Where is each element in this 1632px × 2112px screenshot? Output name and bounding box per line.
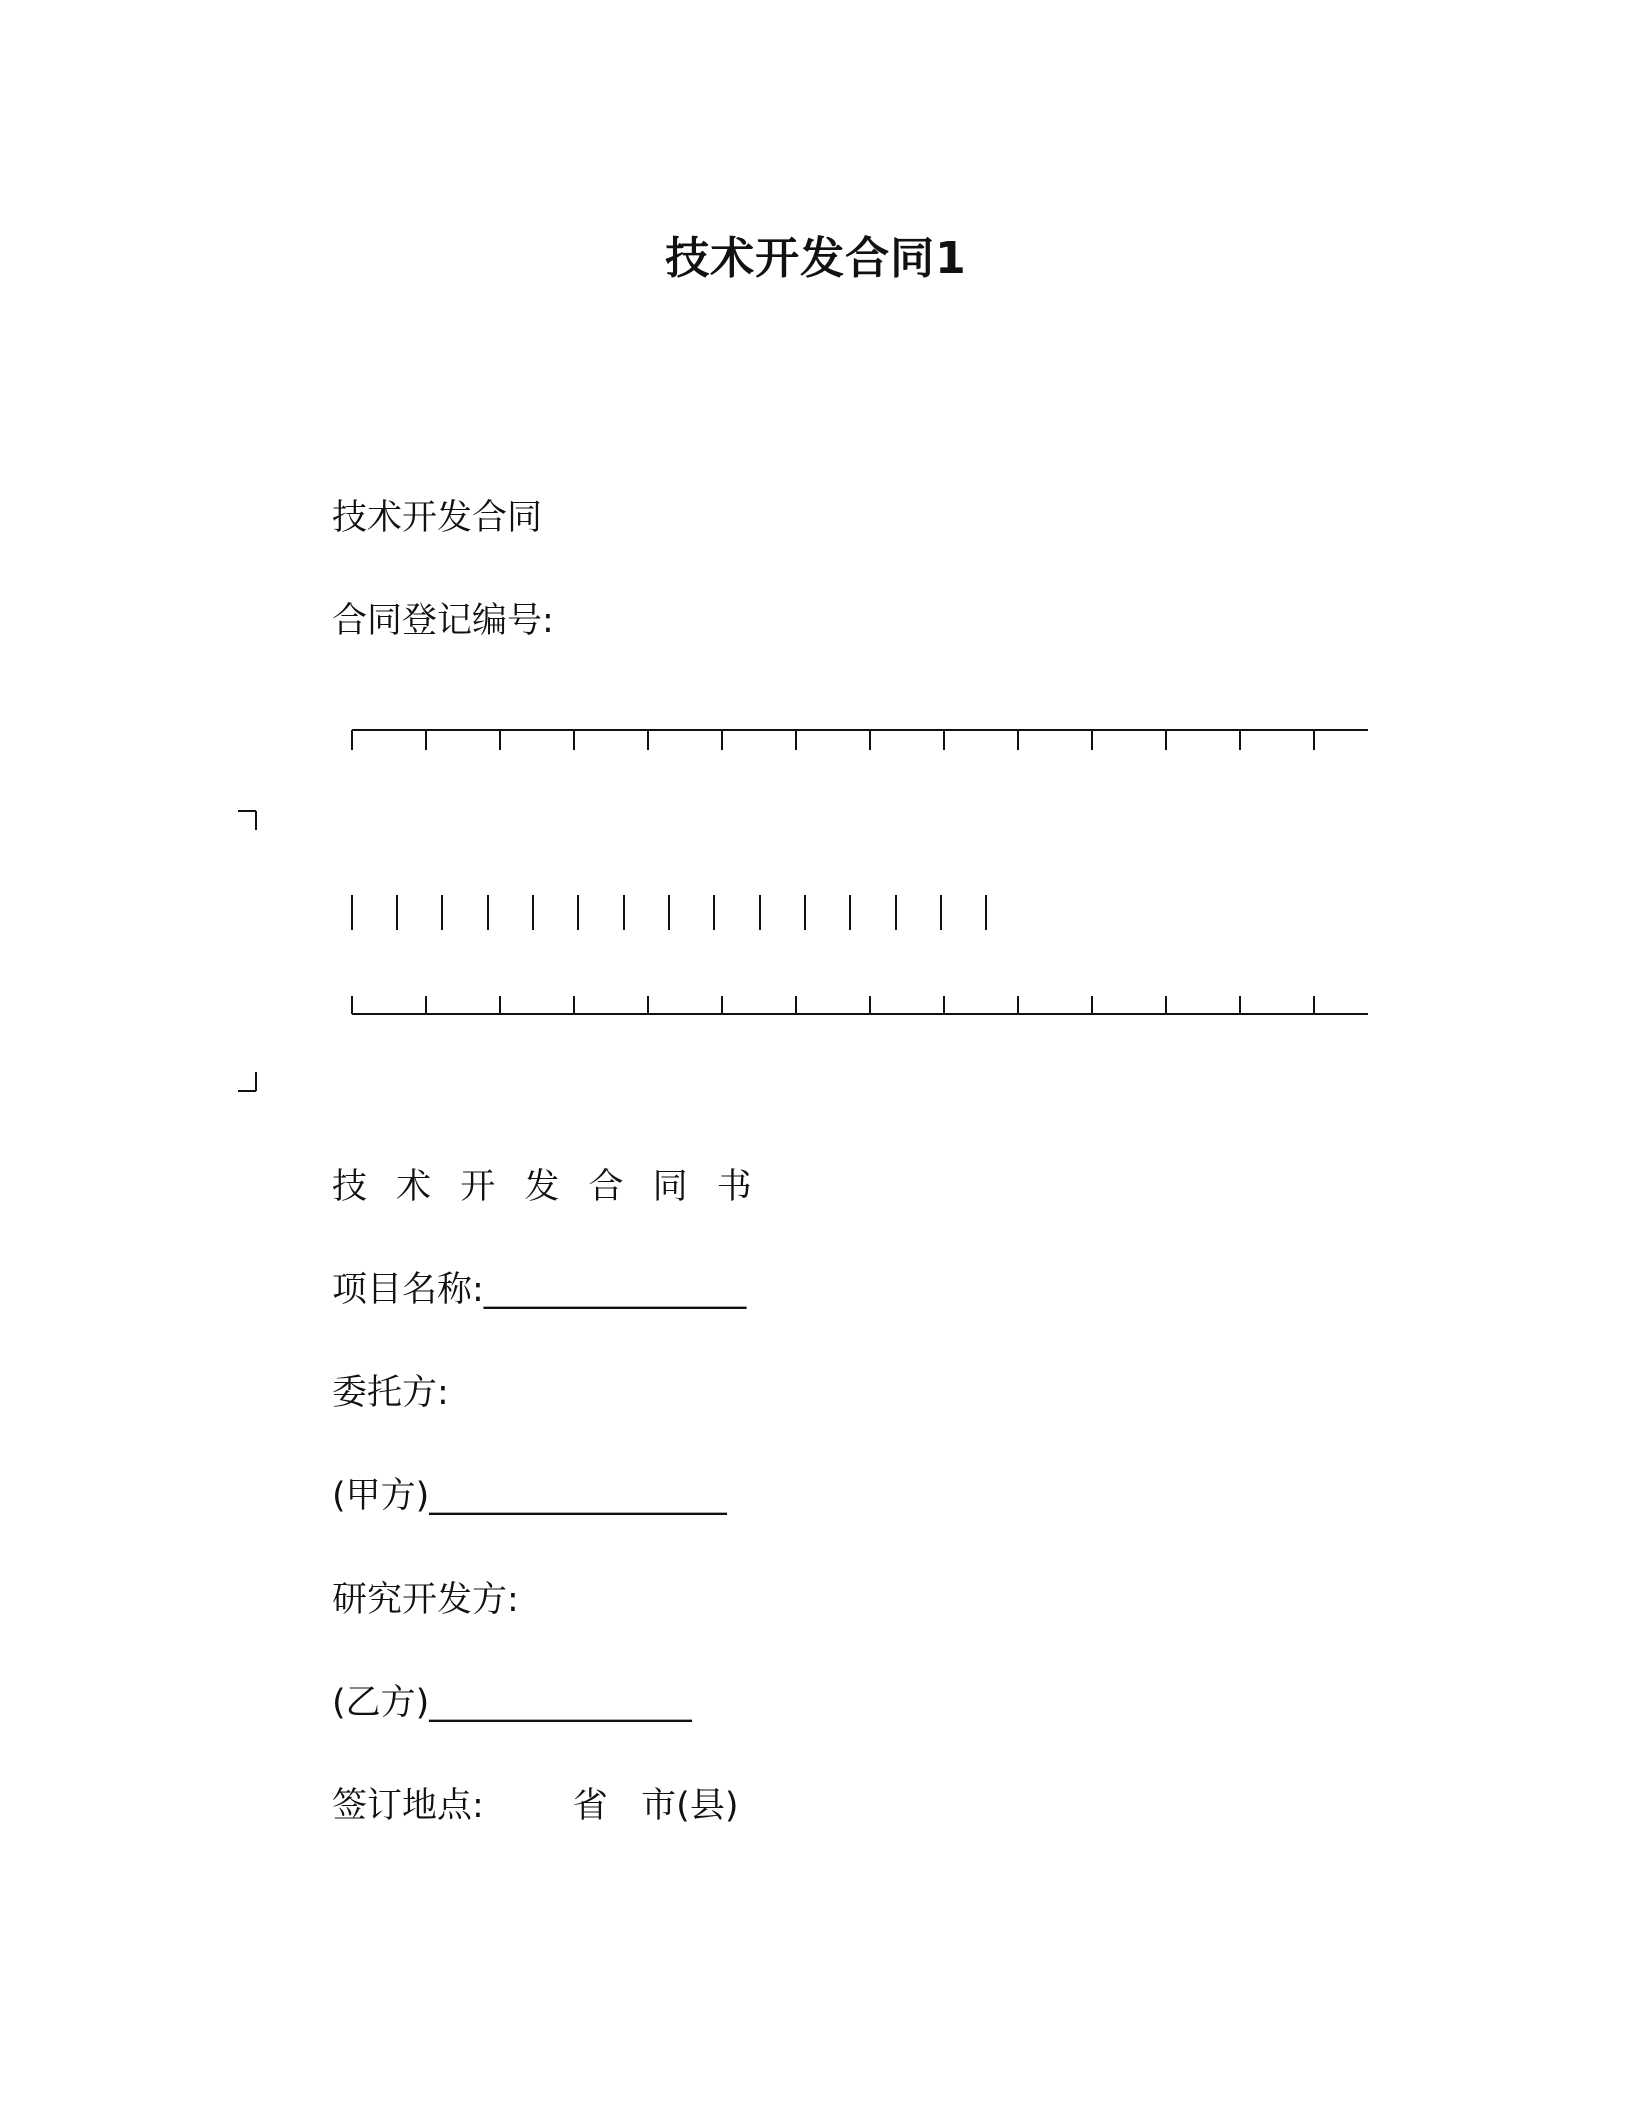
document-title: 技术开发合同1 [665,233,967,284]
registration-box-bottom-border [352,996,1368,1014]
registration-box-top-corner [238,811,256,830]
registration-box-cells [352,895,986,930]
contract-book-title: 技 术 开 发 合 同 书 [332,1167,761,1207]
client-label: 委托方: [332,1373,449,1413]
developer-label: 研究开发方: [332,1580,519,1620]
party-a-field: (甲方)_________________ [332,1476,727,1516]
project-name-field: 项目名称:_______________ [332,1270,747,1310]
signing-place-field: 签订地点: 省 市(县) [332,1786,739,1826]
contract-subtitle: 技术开发合同 [332,498,543,538]
registration-number-label: 合同登记编号: [332,601,554,641]
registration-box-top-border [352,730,1368,750]
party-b-field: (乙方)_______________ [332,1683,692,1723]
registration-box-bottom-corner [238,1072,256,1091]
